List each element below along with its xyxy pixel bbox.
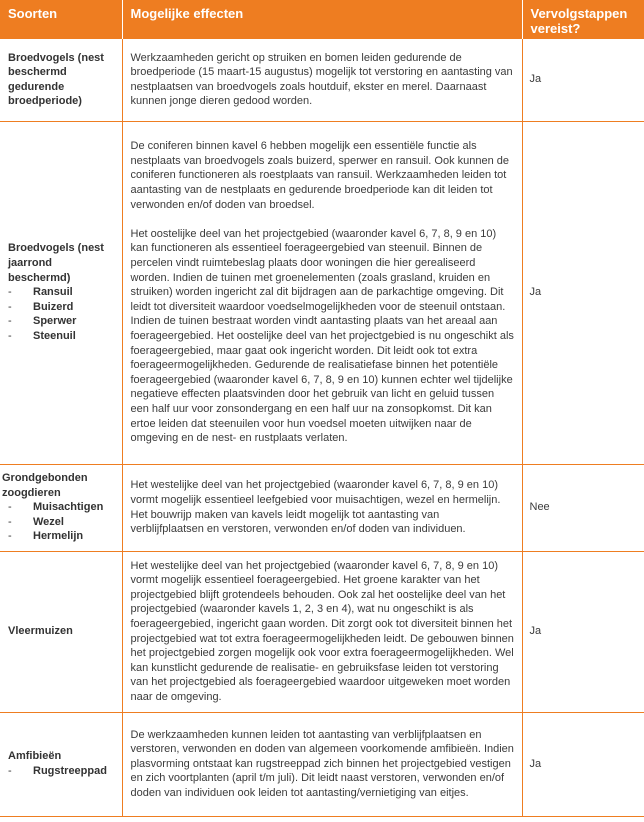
effects-cell [122,121,522,464]
followup-cell: Ja [522,121,644,464]
species-cell [0,551,122,712]
effects-text: Het westelijke deel van het projectgebied (waaronder kavel 6, 7, 8, 9 en 10) vormt mogelijk essentieel foerageergebied. Het groene karakter van het projectgebied blijft grotendeels behouden. Ook zal het oostelijke deel van het projectgebied (waaronder kavels 1, 2, 3 en 4), wat nu ongeschikt is als foerageergebied, ingericht gaan worden. Dit zorgt ook tot diversiteit binnen het projectgebied wat tot extra foerageermogelijkheden leidt. De gebouwen binnen het projectgebied zorgen mogelijk ook voor extra foerageermogelijkheden. Wel kan kunstlicht gedurende de realisatie- en gebruiksfase leiden tot verstoring van het projectgebied als foerageergebied waardoor uitgeweken moet worden naar de omgeving. [130,559,514,703]
effects-cell [122,464,522,551]
species-sub-item: - Ransuil [8,285,115,300]
species-sub-item: - Wezel [8,515,115,530]
table-row [0,39,644,121]
header-soorten: Soorten [0,0,122,39]
effects-text: Het oostelijke deel van het projectgebied (waaronder kavel 6, 7, 8, 9 en 10) kan functioneren als essentieel foerageergebied van steenuil. Binnen de percelen vindt ruimtebeslag plaats door woningen die hier gerealiseerd worden. Indien de tuinen met groenelementen (zoals grasland, kruiden en struiken) worden ingericht zal dit bijdragen aan de parkachtige omgeving. Dit leidt tot diversiteit waardoor voedselmogelijkheden voor de steenuil ontstaan. Indien de tuinen bestraat worden vindt aantasting plaats van het areaal aan foerageergebied. Het oostelijke deel van het projectgebied is nu ongeschikt als foerageergebied, maar gaat ook ingericht worden. Dit leidt ook tot extra foerageermogelijkheden. Gedurende de realisatiefase binnen het potentiële foerageergebied (waaronder kavel 6, 7, 8, 9 en 10) kunnen echter wel tijdelijke negatieve effecten plaatsvinden door het gebruik van licht en geluid tussen een half uur voor zonsondergang en een half uur na zonsopkomst. Dit kan ertoe leiden dat steenuilen voor hun voedsel moeten uitwijken naar de omgeving en de nest- en rustplaats verlaten. [130,227,514,445]
followup-cell: Ja [522,712,644,816]
effects-cell [122,712,522,816]
effects-text: De coniferen binnen kavel 6 hebben mogelijk een essentiële functie als nestplaats van broedvogels zoals buizerd, sperwer en ransuil. Ook kunnen de coniferen functioneren als roestplaats van ransuil. Werkzaamheden leiden tot aantasting van de nestplaats en gedurende broedperiode kan dit leiden tot verwonden en/of doden van broedsel. [130,140,510,211]
effects-cell [122,551,522,712]
species-sublist [2,500,115,544]
species-name: Grondgebonden zoogdieren [2,472,88,499]
species-cell [0,121,122,464]
species-name: Broedvogels (nest jaarrond beschermd) [8,242,104,284]
species-sub-item: - Buizerd [8,300,115,315]
species-cell [0,464,122,551]
species-cell [0,712,122,816]
species-name: Broedvogels (nest beschermd gedurende broedperiode) [8,51,104,108]
species-name: Amfibieën [8,750,62,763]
species-sub-item: - Hermelijn [8,529,115,544]
table-row [0,551,644,712]
species-sub-item: - Rugstreeppad [8,764,115,779]
table-row [0,712,644,816]
species-sublist [8,285,115,343]
species-sub-item: - Steenuil [8,329,115,344]
followup-cell: Nee [522,464,644,551]
species-sub-item: - Muisachtigen [8,500,115,515]
effects-cell [122,39,522,121]
species-sub-item: - Sperwer [8,314,115,329]
table-row [0,464,644,551]
followup-cell: Ja [522,39,644,121]
effects-text: De werkzaamheden kunnen leiden tot aantasting van verblijfplaatsen en verstoren, verwonden en doden van algemeen voorkomende amfibieën. Indien plasvorming ontstaat kan rugstreeppad zich binnen het projectgebied vestigen en zich voortplanten (april t/m juli). Dit leidt naast verstoren, verwonden en/of doden van individuen ook leiden tot aantasting/vernietiging van eitjes. [130,728,514,799]
effects-text: Het westelijke deel van het projectgebied (waaronder kavel 6, 7, 8, 9 en 10) vormt mogelijk essentieel leefgebied voor muisachtigen, wezel en hermelijn. Het bouwrijp maken van kavels leidt mogelijk tot aantasting van verblijfplaatsen en verstoren, verwonden en/of doden van individuen. [130,479,501,536]
header-vervolgstappen: Vervolgstappen vereist? [522,0,644,39]
table-row [0,121,644,464]
effects-text: Werkzaamheden gericht op struiken en bomen leiden gedurende de broedperiode (15 maart-15 augustus) mogelijk tot verstoring en aantasting van nestplaatsen van broedvogels zoals houtduif, ekster en merel. Daarnaast kunnen jonge dieren gedood worden. [130,51,513,108]
species-cell [0,39,122,121]
header-effecten: Mogelijke effecten [122,0,522,39]
species-name: Vleermuizen [8,625,73,638]
followup-cell: Ja [522,551,644,712]
species-sublist [8,764,115,779]
header-row [0,0,644,39]
